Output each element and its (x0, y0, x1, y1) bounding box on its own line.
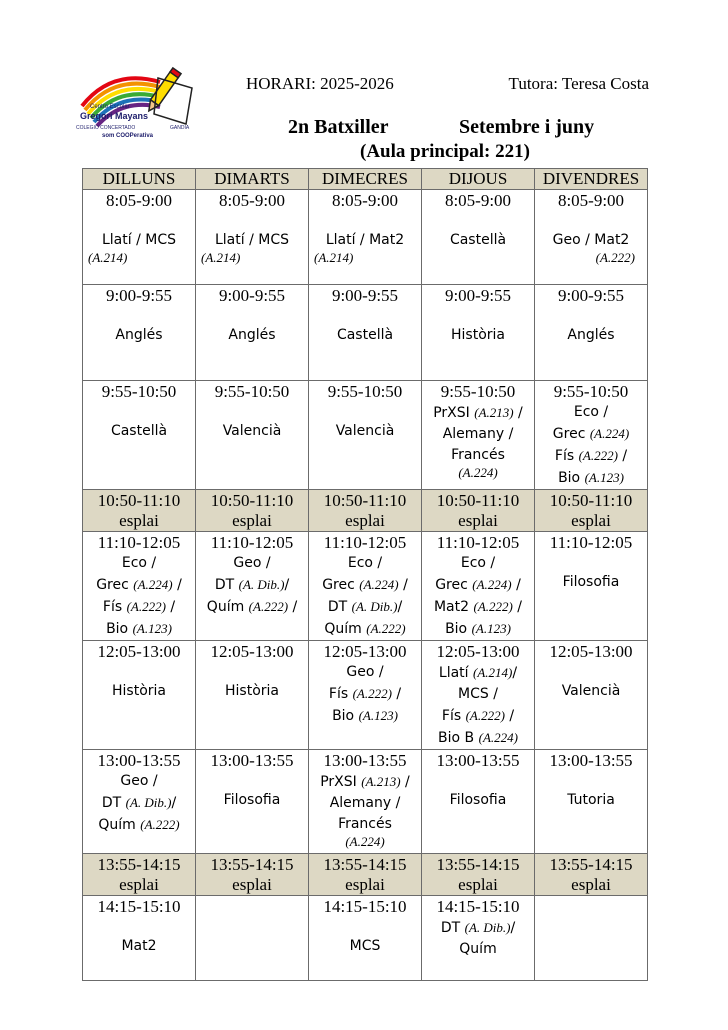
break-label: esplai (571, 511, 611, 530)
subject-line: Llatí (A.214)/ (438, 665, 518, 681)
class-cell (535, 641, 648, 750)
class-cell (535, 285, 648, 381)
subject-line: Mat2 (121, 938, 157, 954)
class-cell (309, 532, 422, 641)
class-cell (83, 381, 196, 490)
time-slot: 8:05-9:00 (218, 191, 286, 210)
subject-line: PrXSI (A.213) / (320, 774, 410, 790)
course-name: 2n Batxiller (288, 116, 389, 138)
time-slot: 9:00-9:55 (105, 286, 173, 305)
subject-line: Fís (A.222) / (328, 686, 402, 702)
time-slot: 10:50-11:10 (323, 491, 407, 510)
subject-line: Geo / (346, 664, 384, 680)
class-cell (422, 641, 535, 750)
subject-line: Bio B (A.224) (438, 730, 518, 746)
subject-line: MCS / (458, 686, 498, 702)
period-row (83, 641, 648, 750)
time-slot: 10:50-11:10 (436, 491, 520, 510)
subject-line: Bio (A.123) (106, 621, 172, 637)
subject-line: Bio (A.123) (445, 621, 511, 637)
time-slot: 12:05-13:00 (323, 642, 407, 661)
time-slot: 13:00-13:55 (323, 751, 407, 770)
subject-line: Alemany / (329, 795, 401, 811)
class-cell (196, 285, 309, 381)
class-cell (309, 190, 422, 285)
subject-line: Geo / Mat2 (552, 232, 630, 248)
time-slot: 9:55-10:50 (214, 382, 290, 401)
subject-line: PrXSI (A.213) / (433, 405, 523, 421)
subject-line: Eco / (460, 555, 496, 571)
time-slot: 10:50-11:10 (549, 491, 633, 510)
break-label: esplai (458, 511, 498, 530)
time-slot: 8:05-9:00 (331, 191, 399, 210)
period-row (83, 285, 648, 381)
period-row (83, 896, 648, 981)
subject-line: Castellà (336, 327, 394, 343)
class-cell (83, 896, 196, 981)
class-cell (196, 750, 309, 854)
time-slot: 8:05-9:00 (105, 191, 173, 210)
break-row (83, 854, 648, 896)
class-cell (309, 381, 422, 490)
break-label: esplai (345, 511, 385, 530)
subject-line: Anglés (228, 327, 276, 343)
class-cell (309, 641, 422, 750)
period-row (83, 532, 648, 641)
logo-text-5: som COOPerativa (102, 133, 154, 138)
class-cell (422, 532, 535, 641)
time-slot: 13:55-14:15 (436, 855, 520, 874)
subject-line: Eco / (573, 404, 609, 420)
subject-line: DT (A. Dib.)/ (101, 795, 177, 811)
subject-line: Anglés (567, 327, 615, 343)
subject-line: Eco / (121, 555, 157, 571)
time-slot: 9:00-9:55 (218, 286, 286, 305)
subject-line: Grec (A.224) / (322, 577, 408, 593)
break-cell (422, 490, 535, 532)
time-slot: 9:00-9:55 (557, 286, 625, 305)
time-slot: 12:05-13:00 (436, 642, 520, 661)
day-header: DILLUNS (83, 169, 196, 190)
tutor-name: Tutora: Teresa Costa (508, 74, 649, 93)
class-cell (83, 190, 196, 285)
break-cell (196, 854, 309, 896)
time-slot: 13:55-14:15 (97, 855, 181, 874)
main-room: (Aula principal: 221) (360, 141, 530, 162)
time-slot: 9:00-9:55 (444, 286, 512, 305)
break-label: esplai (232, 875, 272, 894)
class-cell (422, 285, 535, 381)
time-slot: 14:15-15:10 (436, 897, 520, 916)
room-label: (A.224) (458, 465, 498, 480)
time-slot: 13:55-14:15 (549, 855, 633, 874)
break-label: esplai (232, 511, 272, 530)
subject-line: MCS (349, 938, 381, 954)
subject-line: Filosofia (223, 792, 281, 808)
time-slot: 11:10-12:05 (323, 533, 407, 552)
subject-line: Alemany / (442, 426, 514, 442)
subject-line: Grec (A.224) / (435, 577, 521, 593)
class-cell (535, 896, 648, 981)
subject-line: Bio (A.123) (558, 470, 624, 486)
class-cell (196, 641, 309, 750)
break-label: esplai (345, 875, 385, 894)
time-slot: 10:50-11:10 (210, 491, 294, 510)
subject-line: Eco / (347, 555, 383, 571)
subject-line: Filosofia (562, 574, 620, 590)
time-slot: 9:00-9:55 (331, 286, 399, 305)
time-slot: 12:05-13:00 (97, 642, 181, 661)
period-label: Setembre i juny (459, 116, 595, 138)
class-cell (422, 381, 535, 490)
subject-line: Anglés (115, 327, 163, 343)
break-label: esplai (458, 875, 498, 894)
subject-line: Fís (A.222) / (441, 708, 515, 724)
period-row (83, 190, 648, 285)
break-cell (309, 490, 422, 532)
day-header: DIJOUS (422, 169, 535, 190)
subject-line: DT (A. Dib.)/ (214, 577, 290, 593)
break-row (83, 490, 648, 532)
break-cell (309, 854, 422, 896)
subject-line: Geo / (233, 555, 271, 571)
subject-line: Història (112, 683, 166, 699)
day-header: DIVENDRES (535, 169, 648, 190)
subject-line: Història (225, 683, 279, 699)
subject-line: Tutoria (567, 792, 615, 808)
time-slot: 8:05-9:00 (557, 191, 625, 210)
break-label: esplai (119, 875, 159, 894)
time-slot: 14:15-15:10 (323, 897, 407, 916)
time-slot: 13:00-13:55 (97, 751, 181, 770)
class-cell (196, 381, 309, 490)
period-row (83, 381, 648, 490)
break-cell (422, 854, 535, 896)
time-slot: 11:10-12:05 (210, 533, 294, 552)
time-slot: 13:55-14:15 (323, 855, 407, 874)
time-slot: 10:50-11:10 (97, 491, 181, 510)
subject-line: Quím (A.222) (324, 621, 406, 637)
time-slot: 9:55-10:50 (553, 382, 629, 401)
day-header-row (83, 169, 648, 190)
room-label: (A.214) (201, 250, 241, 265)
subject-line: Grec (A.224) / (96, 577, 182, 593)
time-slot: 13:00-13:55 (436, 751, 520, 770)
class-cell (83, 750, 196, 854)
break-cell (535, 854, 648, 896)
subject-line: Bio (A.123) (332, 708, 398, 724)
logo-text-1: Centro Escolar (90, 104, 130, 110)
subject-line: Fís (A.222) / (102, 599, 176, 615)
subject-line: Francés (338, 816, 392, 832)
time-slot: 13:00-13:55 (549, 751, 633, 770)
room-label: (A.214) (88, 250, 128, 265)
time-slot: 14:15-15:10 (97, 897, 181, 916)
schedule-title: HORARI: 2025-2026 (246, 74, 394, 93)
class-cell (83, 285, 196, 381)
subject-line: DT (A. Dib.)/ (440, 920, 516, 936)
subject-line: Geo / (120, 773, 158, 789)
class-cell (196, 532, 309, 641)
subject-line: Castellà (449, 232, 507, 248)
class-cell (535, 190, 648, 285)
subject-line: DT (A. Dib.)/ (327, 599, 403, 615)
break-label: esplai (571, 875, 611, 894)
subject-line: Francés (451, 447, 505, 463)
class-cell (83, 532, 196, 641)
subject-line: Mat2 (A.222) / (433, 599, 523, 615)
day-header: DIMECRES (309, 169, 422, 190)
period-row (83, 750, 648, 854)
day-header: DIMARTS (196, 169, 309, 190)
break-cell (196, 490, 309, 532)
class-cell (535, 750, 648, 854)
class-cell (309, 896, 422, 981)
room-label: (A.214) (314, 250, 354, 265)
subject-line: Castellà (110, 423, 168, 439)
break-label: esplai (119, 511, 159, 530)
time-slot: 8:05-9:00 (444, 191, 512, 210)
subject-line: Valencià (222, 423, 282, 439)
subject-line: Llatí / MCS (214, 232, 289, 248)
class-cell (422, 896, 535, 981)
break-cell (535, 490, 648, 532)
subject-line: Filosofia (449, 792, 507, 808)
time-slot: 9:55-10:50 (101, 382, 177, 401)
time-slot: 12:05-13:00 (549, 642, 633, 661)
logo-text-4: GANDIA (170, 125, 190, 131)
logo-text-2: Gregori Mayans (80, 111, 149, 121)
room-label: (A.222) (595, 250, 635, 265)
time-slot: 13:55-14:15 (210, 855, 294, 874)
schedule-table (82, 168, 648, 981)
class-cell (535, 381, 648, 490)
time-slot: 9:55-10:50 (440, 382, 516, 401)
time-slot: 11:10-12:05 (549, 533, 633, 552)
subject-line: Valencià (561, 683, 621, 699)
subject-line: Quím (A.222) / (206, 599, 298, 615)
subject-line: Grec (A.224) (552, 426, 630, 442)
class-cell (309, 750, 422, 854)
class-cell (83, 641, 196, 750)
time-slot: 9:55-10:50 (327, 382, 403, 401)
break-cell (83, 854, 196, 896)
subject-line: Història (451, 327, 505, 343)
class-cell (196, 190, 309, 285)
break-cell (83, 490, 196, 532)
room-label: (A.224) (345, 834, 385, 849)
class-cell (535, 532, 648, 641)
time-slot: 11:10-12:05 (436, 533, 520, 552)
class-cell (422, 750, 535, 854)
subject-line: Llatí / MCS (101, 232, 176, 248)
class-cell (196, 896, 309, 981)
school-logo (72, 66, 204, 138)
subject-line: Llatí / Mat2 (325, 232, 405, 248)
subject-line: Quím (A.222) (98, 817, 180, 833)
subject-line: Valencià (335, 423, 395, 439)
logo-text-3: COLEGIO CONCERTADO (76, 125, 136, 131)
time-slot: 11:10-12:05 (97, 533, 181, 552)
subject-line: Fís (A.222) / (554, 448, 628, 464)
time-slot: 12:05-13:00 (210, 642, 294, 661)
time-slot: 13:00-13:55 (210, 751, 294, 770)
subject-line: Quím (459, 941, 497, 957)
class-cell (309, 285, 422, 381)
class-cell (422, 190, 535, 285)
